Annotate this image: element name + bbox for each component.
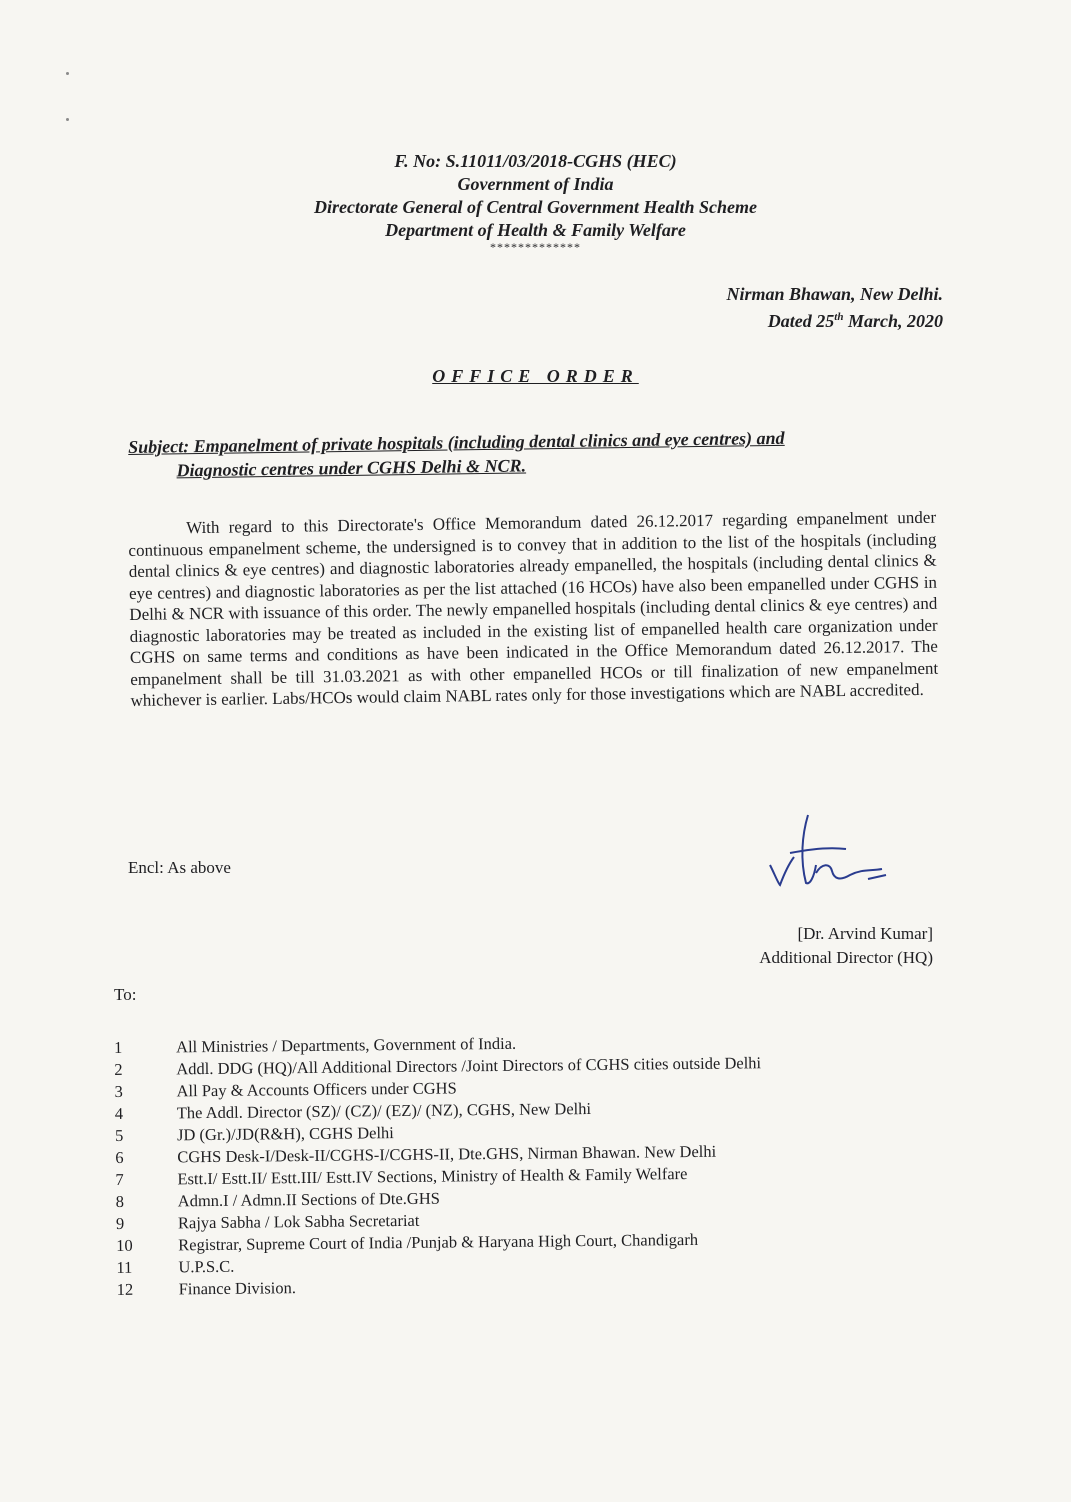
recipient-number: 8 bbox=[115, 1191, 125, 1211]
recipient-number: 10 bbox=[116, 1235, 133, 1255]
recipient-number: 1 bbox=[114, 1037, 123, 1057]
recipient-number: 11 bbox=[116, 1257, 133, 1277]
to-label: To: bbox=[114, 985, 137, 1004]
file-number: F. No: S.11011/03/2018-CGHS (HEC) bbox=[394, 151, 677, 171]
recipient-number: 12 bbox=[116, 1279, 134, 1299]
directorate-name: Directorate General of Central Government Health Scheme bbox=[314, 197, 757, 217]
recipient-text: U.P.S.C. bbox=[178, 1256, 235, 1277]
govt-name: Government of India bbox=[457, 174, 614, 194]
recipient-text: Rajya Sabha / Lok Sabha Secretariat bbox=[177, 1210, 420, 1233]
recipient-number: 4 bbox=[114, 1103, 124, 1123]
date-prefix: Dated 25 bbox=[767, 311, 835, 331]
recipient-text: Addl. DDG (HQ)/All Additional Directors /Joint Directors of CGHS cities outside Delhi bbox=[176, 1053, 762, 1079]
document-title bbox=[0, 366, 1071, 387]
recipient-text: Estt.I/ Estt.II/ Estt.III/ Estt.IV Sections, Ministry of Health & Family Welfare bbox=[177, 1164, 688, 1189]
handwritten-signature bbox=[750, 805, 900, 900]
recipient-text: All Ministries / Departments, Government of India. bbox=[176, 1033, 517, 1057]
place: Nirman Bhawan, New Delhi. bbox=[726, 284, 943, 304]
signatory-name: [Dr. Arvind Kumar] bbox=[797, 924, 933, 943]
recipient-text: Admn.I / Admn.II Sections of Dte.GHS bbox=[177, 1188, 440, 1211]
subject-line-1: Subject: Empanelment of private hospitals (including dental clinics and eye centres) and bbox=[128, 427, 785, 457]
subject-line-2: Diagnostic centres under CGHS Delhi & NCR. bbox=[176, 455, 527, 481]
order-body-paragraph: With regard to this Directorate's Office Memorandum dated 26.12.2017 regarding empanelment under continuous empanelment scheme, the undersigned is to convey that in addition to the list of the hospitals (including dental clinics & eye centres) and diagnostic laboratories already empanelled, the hospitals (including dental clinics & eye centres) and diagnostic laboratories as per the list attached (16 HCOs) have also been empanelled under CGHS in Delhi & NCR with issuance of this order. The newly empanelled hospitals (including dental clinics & eye centres) and diagnostic laboratories may be treated as included in the existing list of empanelled health care organization under CGHS on same terms and conditions as have been indicated in the Office Memorandum dated 26.12.2017. The empanelment shall be till 31.03.2021 as with other empanelled HCOs or till finalization of new empanelment whichever is earlier. Labs/HCOs would claim NABL rates only for those investigations which are NABL accredited. bbox=[128, 507, 939, 710]
date-suffix: March, 2020 bbox=[847, 311, 943, 331]
place-date-block bbox=[726, 283, 943, 333]
header-stars: ************* bbox=[490, 240, 581, 254]
recipient-number: 6 bbox=[115, 1147, 124, 1167]
recipient-text: Registrar, Supreme Court of India /Punjab & Haryana High Court, Chandigarh bbox=[178, 1229, 699, 1255]
recipient-number: 5 bbox=[114, 1125, 124, 1145]
department-name: Department of Health & Family Welfare bbox=[385, 220, 686, 240]
recipient-list bbox=[114, 1030, 763, 1301]
order-title-text: OFFICE ORDER bbox=[432, 366, 639, 386]
recipient-number: 3 bbox=[114, 1081, 123, 1101]
recipient-text: JD (Gr.)/JD(R&H), CGHS Delhi bbox=[176, 1123, 394, 1145]
scan-speck bbox=[66, 72, 69, 75]
subject-block bbox=[128, 424, 929, 483]
signatory-designation: Additional Director (HQ) bbox=[759, 948, 933, 967]
recipient-text: The Addl. Director (SZ)/ (CZ)/ (EZ)/ (NZ), CGHS, New Delhi bbox=[176, 1099, 592, 1123]
date bbox=[726, 306, 943, 333]
recipient-number: 9 bbox=[115, 1213, 125, 1233]
recipient-text: Finance Division. bbox=[178, 1278, 297, 1299]
recipient-text: All Pay & Accounts Officers under CGHS bbox=[176, 1078, 457, 1101]
recipient-number: 2 bbox=[114, 1059, 123, 1079]
scan-speck bbox=[66, 118, 69, 121]
signatory-block bbox=[759, 922, 933, 970]
recipient-number: 7 bbox=[115, 1169, 124, 1189]
date-ordinal: th bbox=[834, 311, 844, 323]
enclosure-note: Encl: As above bbox=[128, 858, 231, 877]
recipient-text: CGHS Desk-I/Desk-II/CGHS-I/CGHS-II, Dte.GHS, Nirman Bhawan. New Delhi bbox=[177, 1141, 717, 1167]
letterhead bbox=[0, 150, 1071, 252]
